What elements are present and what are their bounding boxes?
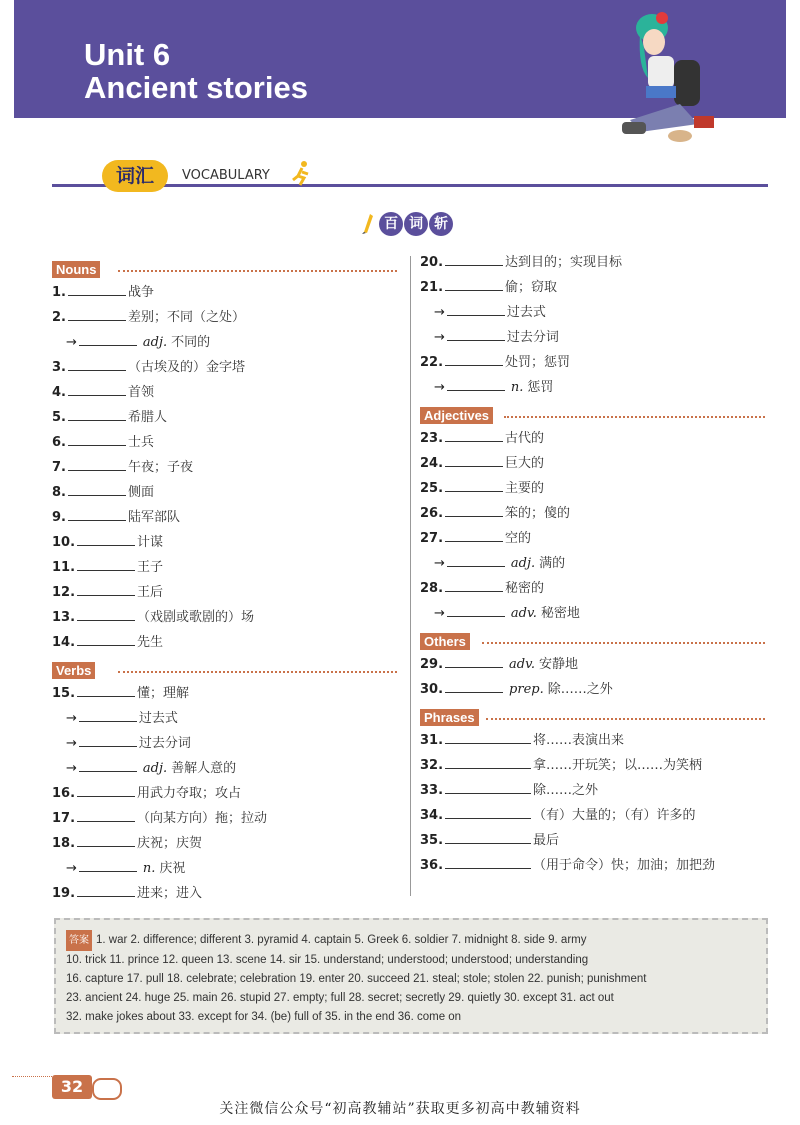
subtitle-char-3: 斩 xyxy=(429,212,453,236)
answer-blank[interactable] xyxy=(447,301,505,316)
answer-line-5: 32. make jokes about 33. except for 34. (be) full of 35. in the end 36. come on xyxy=(66,1011,462,1023)
answer-blank[interactable] xyxy=(445,477,503,492)
cartoon-girl-illustration xyxy=(610,8,720,146)
answer-blank[interactable] xyxy=(445,829,531,844)
answer-blank[interactable] xyxy=(445,276,503,291)
subtitle-char-2: 词 xyxy=(404,212,428,236)
answer-blank[interactable] xyxy=(77,782,135,797)
answer-blank[interactable] xyxy=(68,406,126,421)
answer-blank[interactable] xyxy=(445,678,503,693)
answer-blank[interactable] xyxy=(77,581,135,596)
vocab-derived-21a: → 过去式 xyxy=(420,300,765,325)
vocab-item-21: 21. 偷；窃取 xyxy=(420,275,765,300)
vocab-item-22: 22. 处罚；惩罚 xyxy=(420,350,765,375)
vocab-item-12: 12. 王后 xyxy=(52,580,397,605)
answer-line-4: 23. ancient 24. huge 25. main 26. stupid 27. empty; full 28. secret; secretly 29. quietly 30. except 31. act out xyxy=(66,992,614,1004)
answer-blank[interactable] xyxy=(445,779,531,794)
vocab-item-24: 24. 巨大的 xyxy=(420,451,765,476)
vocab-item-3: 3. （古埃及的）金字塔 xyxy=(52,355,397,380)
answer-blank[interactable] xyxy=(77,531,135,546)
section-others xyxy=(420,630,765,652)
unit-title: Ancient stories xyxy=(84,70,308,105)
vocab-item-14: 14. 先生 xyxy=(52,630,397,655)
vocab-item-5: 5. 希腊人 xyxy=(52,405,397,430)
answer-blank[interactable] xyxy=(445,577,503,592)
answer-blank[interactable] xyxy=(68,456,126,471)
vocab-item-9: 9. 陆军部队 xyxy=(52,505,397,530)
answer-blank[interactable] xyxy=(79,757,137,772)
vocab-item-2: 2. 差别；不同（之处） xyxy=(52,305,397,330)
answer-blank[interactable] xyxy=(68,381,126,396)
vocab-item-28: 28. 秘密的 xyxy=(420,576,765,601)
vocab-derived-28: → adv. 秘密地 xyxy=(420,601,765,626)
vocabulary-en-label: VOCABULARY xyxy=(182,168,270,183)
answer-blank[interactable] xyxy=(445,854,531,869)
answer-blank[interactable] xyxy=(77,556,135,571)
page-number: 32 xyxy=(52,1075,92,1099)
page-rule xyxy=(12,1076,52,1077)
vocab-item-1: 1. 战争 xyxy=(52,280,397,305)
vocabulary-heading xyxy=(52,160,768,196)
left-column xyxy=(52,254,397,906)
unit-number: Unit 6 xyxy=(84,37,171,72)
vocab-item-27: 27. 空的 xyxy=(420,526,765,551)
section-tag: Verbs xyxy=(52,662,95,679)
answer-blank[interactable] xyxy=(447,326,505,341)
page-ornament-icon xyxy=(92,1078,122,1100)
vocab-item-35: 35. 最后 xyxy=(420,828,765,853)
answer-blank[interactable] xyxy=(68,356,126,371)
vocab-item-8: 8. 侧面 xyxy=(52,480,397,505)
vocab-item-19: 19. 进来；进入 xyxy=(52,881,397,906)
vocab-item-20: 20. 达到目的；实现目标 xyxy=(420,250,765,275)
vocab-item-13: 13. （戏剧或歌剧的）场 xyxy=(52,605,397,630)
vocab-item-11: 11. 王子 xyxy=(52,555,397,580)
vocab-item-26: 26. 笨的；傻的 xyxy=(420,501,765,526)
answer-blank[interactable] xyxy=(68,506,126,521)
vocab-item-34: 34. （有）大量的；（有）许多的 xyxy=(420,803,765,828)
footer-note: 关注微信公众号“初高教辅站”获取更多初高中教辅资料 xyxy=(219,1101,581,1117)
subtitle-char-1: 百 xyxy=(379,212,403,236)
answer-blank[interactable] xyxy=(447,376,505,391)
vocab-item-31: 31. 将……表演出来 xyxy=(420,728,765,753)
answer-blank[interactable] xyxy=(447,602,505,617)
answer-key-box xyxy=(54,918,768,1034)
vocab-item-25: 25. 主要的 xyxy=(420,476,765,501)
vocab-derived-2: → adj. 不同的 xyxy=(52,330,397,355)
vocab-item-33: 33. 除……之外 xyxy=(420,778,765,803)
vocab-item-17: 17. （向某方向）拖；拉动 xyxy=(52,806,397,831)
answer-blank[interactable] xyxy=(79,857,137,872)
answer-blank[interactable] xyxy=(445,754,531,769)
vocab-item-23: 23. 古代的 xyxy=(420,426,765,451)
vocab-item-16: 16. 用武力夺取；攻占 xyxy=(52,781,397,806)
vocab-item-6: 6. 士兵 xyxy=(52,430,397,455)
answer-line-1: 答案 1. war 2. difference; different 3. pyramid 4. captain 5. Greek 6. soldier 7. midnight 8. side 9. army xyxy=(66,930,756,951)
vocabulary-cn-label: 词汇 xyxy=(102,160,168,192)
vocab-item-29: 29. adv. 安静地 xyxy=(420,652,765,677)
vocab-derived-27: → adj. 满的 xyxy=(420,551,765,576)
section-tag: Others xyxy=(420,633,470,650)
answer-tag: 答案 xyxy=(66,930,92,951)
answer-blank[interactable] xyxy=(77,682,135,697)
answer-blank[interactable] xyxy=(68,281,126,296)
vocab-derived-15b: → 过去分词 xyxy=(52,731,397,756)
answer-blank[interactable] xyxy=(68,481,126,496)
vocab-item-10: 10. 计谋 xyxy=(52,530,397,555)
answer-blank[interactable] xyxy=(445,251,503,266)
answer-blank[interactable] xyxy=(445,729,531,744)
vocab-derived-18: → n. 庆祝 xyxy=(52,856,397,881)
section-adjectives xyxy=(420,404,765,426)
answer-line-3: 16. capture 17. pull 18. celebrate; celebration 19. enter 20. succeed 21. steal; stole; stolen 22. punish; punishment xyxy=(66,973,647,985)
answer-blank[interactable] xyxy=(79,707,137,722)
answer-blank[interactable] xyxy=(445,527,503,542)
vocab-derived-22: → n. 惩罚 xyxy=(420,375,765,400)
vocab-item-36: 36. （用于命令）快；加油；加把劲 xyxy=(420,853,765,878)
answer-blank[interactable] xyxy=(445,351,503,366)
answer-blank[interactable] xyxy=(68,431,126,446)
answer-blank[interactable] xyxy=(445,427,503,442)
answer-blank[interactable] xyxy=(445,653,503,668)
section-tag: Nouns xyxy=(52,261,100,278)
answer-blank[interactable] xyxy=(77,832,135,847)
vocab-derived-15c: → adj. 善解人意的 xyxy=(52,756,397,781)
subtitle-badge xyxy=(360,212,454,238)
vocab-item-15: 15. 懂；理解 xyxy=(52,681,397,706)
vocab-item-30: 30. prep. 除……之外 xyxy=(420,677,765,702)
right-column xyxy=(420,250,765,878)
answer-blank[interactable] xyxy=(79,331,137,346)
answer-blank[interactable] xyxy=(79,732,137,747)
section-phrases xyxy=(420,706,765,728)
answer-blank[interactable] xyxy=(445,502,503,517)
vocab-item-4: 4. 首领 xyxy=(52,380,397,405)
pen-icon xyxy=(360,212,374,234)
column-divider xyxy=(410,256,411,896)
answer-line-2: 10. trick 11. prince 12. queen 13. scene 14. sir 15. understand; understood; understood; understanding xyxy=(66,954,589,966)
answer-blank[interactable] xyxy=(77,882,135,897)
vocab-derived-15a: → 过去式 xyxy=(52,706,397,731)
answer-blank[interactable] xyxy=(447,552,505,567)
runner-icon xyxy=(290,160,314,186)
vocab-derived-21b: → 过去分词 xyxy=(420,325,765,350)
answer-blank[interactable] xyxy=(68,306,126,321)
answer-blank[interactable] xyxy=(77,631,135,646)
answer-blank[interactable] xyxy=(77,606,135,621)
answer-blank[interactable] xyxy=(445,452,503,467)
vocab-item-32: 32. 拿……开玩笑；以……为笑柄 xyxy=(420,753,765,778)
vocab-item-18: 18. 庆祝；庆贺 xyxy=(52,831,397,856)
section-nouns xyxy=(52,258,397,280)
section-tag: Phrases xyxy=(420,709,479,726)
answer-blank[interactable] xyxy=(445,804,531,819)
section-verbs xyxy=(52,659,397,681)
section-tag: Adjectives xyxy=(420,407,493,424)
vocab-item-7: 7. 午夜；子夜 xyxy=(52,455,397,480)
answer-blank[interactable] xyxy=(77,807,135,822)
